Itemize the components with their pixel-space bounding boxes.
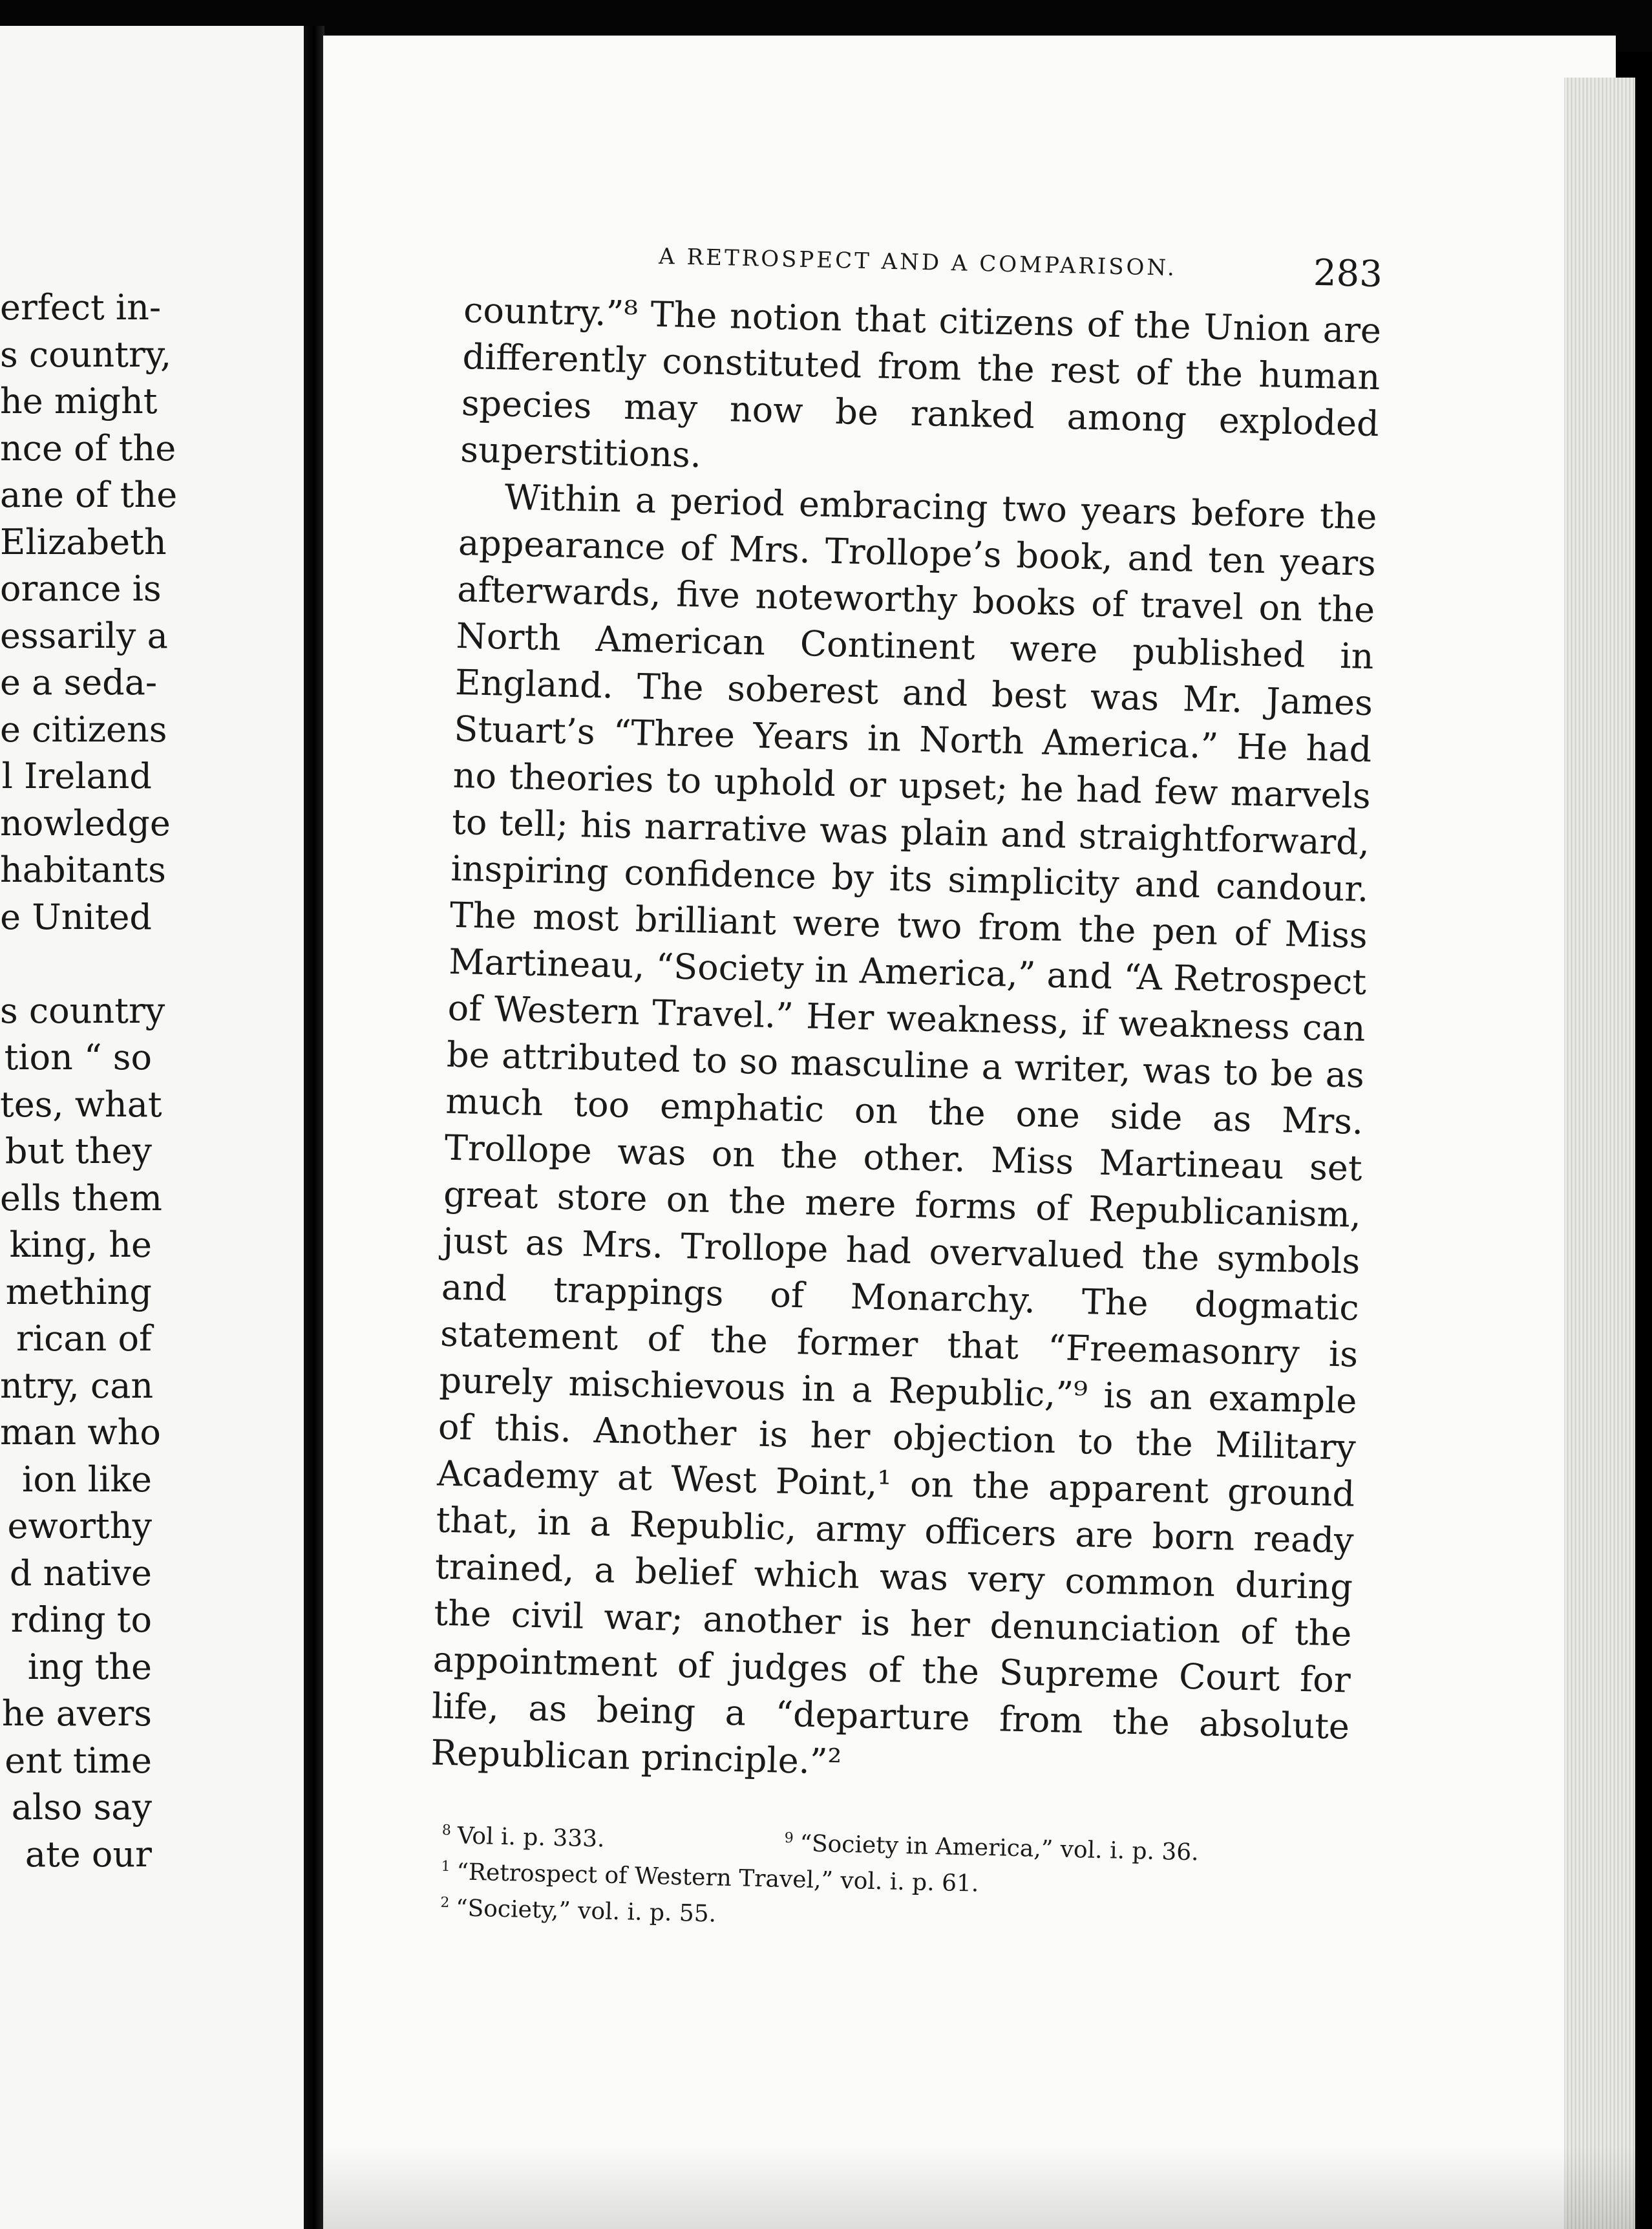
text-line: ane of the <box>0 475 178 515</box>
text-line: he avers <box>1 1693 152 1734</box>
text-line: d native <box>9 1552 152 1594</box>
text-line: he might <box>0 381 158 421</box>
text-line: tion “ so <box>4 1037 152 1078</box>
text-line: ate our <box>25 1833 152 1875</box>
text-line: nce of the <box>0 427 176 469</box>
paragraph-gap <box>0 941 304 988</box>
text-line: tes, what <box>0 1083 162 1125</box>
paragraph: Within a period embracing two years before the appearance of Mrs. Trollope’s book, and ten years afterwards, five noteworthy books of travel on the North American Continent were published in England. The soberest and best was Mr. James Stuart’s “Three Years in North America.” He had no theories to uphold or upset; he had few marvels to tell; his narrative was plain and straightforward, inspiring confidence by its simplicity and candour. The most brilliant were two from the pen of Miss Martineau, “Society in America,” and “A Retrospect of Western Travel.” Her weakness, if weakness can be attributed to so masculine a writer, was to be as much too emphatic on the one side as Mrs. Trollope was on the other. Miss Martineau set great store on the mere forms of Republicanism, just as Mrs. Trollope had overvalued the symbols and trappings of Monarchy. The dogmatic statement of the former that “Freemasonry is purely mischievous in a Republic,”⁹ is an example of this. Another is her objection to the Military Academy at West Point,¹ on the apparent ground that, in a Republic, army officers are born ready trained, a belief which was very common during the civil war; another is her denunciation of the appointment of judges of the Supreme Court for life, as being a “departure from the absolute Republican principle.”² <box>430 476 1378 1782</box>
body-text <box>430 287 1382 1797</box>
page-edges <box>1564 78 1635 2229</box>
text-line: s country, <box>0 334 172 375</box>
text-line: king, he <box>9 1224 152 1265</box>
text-line: ion like <box>22 1458 152 1500</box>
text-line: man who <box>0 1412 161 1453</box>
text-line: l Ireland <box>1 756 152 796</box>
text-line: ntry, can <box>0 1365 154 1406</box>
footnote-mark: 2 <box>440 1894 450 1912</box>
footnote-text: “Retrospect of Western Travel,” vol. i. p. 61. <box>456 1859 979 1897</box>
text-line: ells them <box>0 1177 163 1219</box>
text-line: rican of <box>16 1318 152 1359</box>
footnote-text: “Society,” vol. i. p. 55. <box>455 1895 717 1928</box>
text-line: erfect in- <box>0 287 162 328</box>
footnote-mark: 8 <box>441 1822 452 1839</box>
text-line: rding to <box>10 1599 152 1640</box>
text-line: mething <box>5 1271 152 1312</box>
text-line: e a seda- <box>0 662 158 703</box>
text-line: e citizens <box>0 709 167 750</box>
text-line: e United <box>0 896 152 937</box>
page-bottom-shade <box>323 2146 1648 2229</box>
text-line: also say <box>11 1787 152 1828</box>
text-line: nowledge <box>0 802 171 844</box>
text-line: eworthy <box>7 1506 152 1546</box>
page-number: 283 <box>1313 251 1383 296</box>
text-line: Elizabeth <box>0 521 167 562</box>
page-content <box>427 233 1383 1945</box>
book-gutter <box>304 26 324 2229</box>
text-line: but they <box>5 1131 152 1171</box>
footnote-mark: 9 <box>784 1829 794 1847</box>
footnote-text: Vol i. p. 333. <box>457 1822 605 1853</box>
footnote <box>440 1888 717 1930</box>
text-line: habitants <box>0 849 166 890</box>
text-line: orance is <box>0 568 162 609</box>
footnote-text: “Society in America,” vol. i. p. 36. <box>800 1830 1200 1866</box>
text-line: essarily a <box>0 615 168 656</box>
footnote-mark: 1 <box>441 1858 450 1875</box>
text-line: s country <box>0 990 165 1031</box>
text-line: ent time <box>5 1740 152 1781</box>
running-title: A RETROSPECT AND A COMPARISON. <box>658 243 1178 281</box>
previous-page-text <box>0 284 304 1878</box>
text-line: ing the <box>27 1646 152 1687</box>
paragraph: country.”⁸ The notion that citizens of the Union are differently constituted from the rest of the human species may now be ranked among exploded superstitions. <box>460 289 1382 476</box>
previous-page <box>0 26 304 2229</box>
footnotes <box>427 1815 1347 1944</box>
